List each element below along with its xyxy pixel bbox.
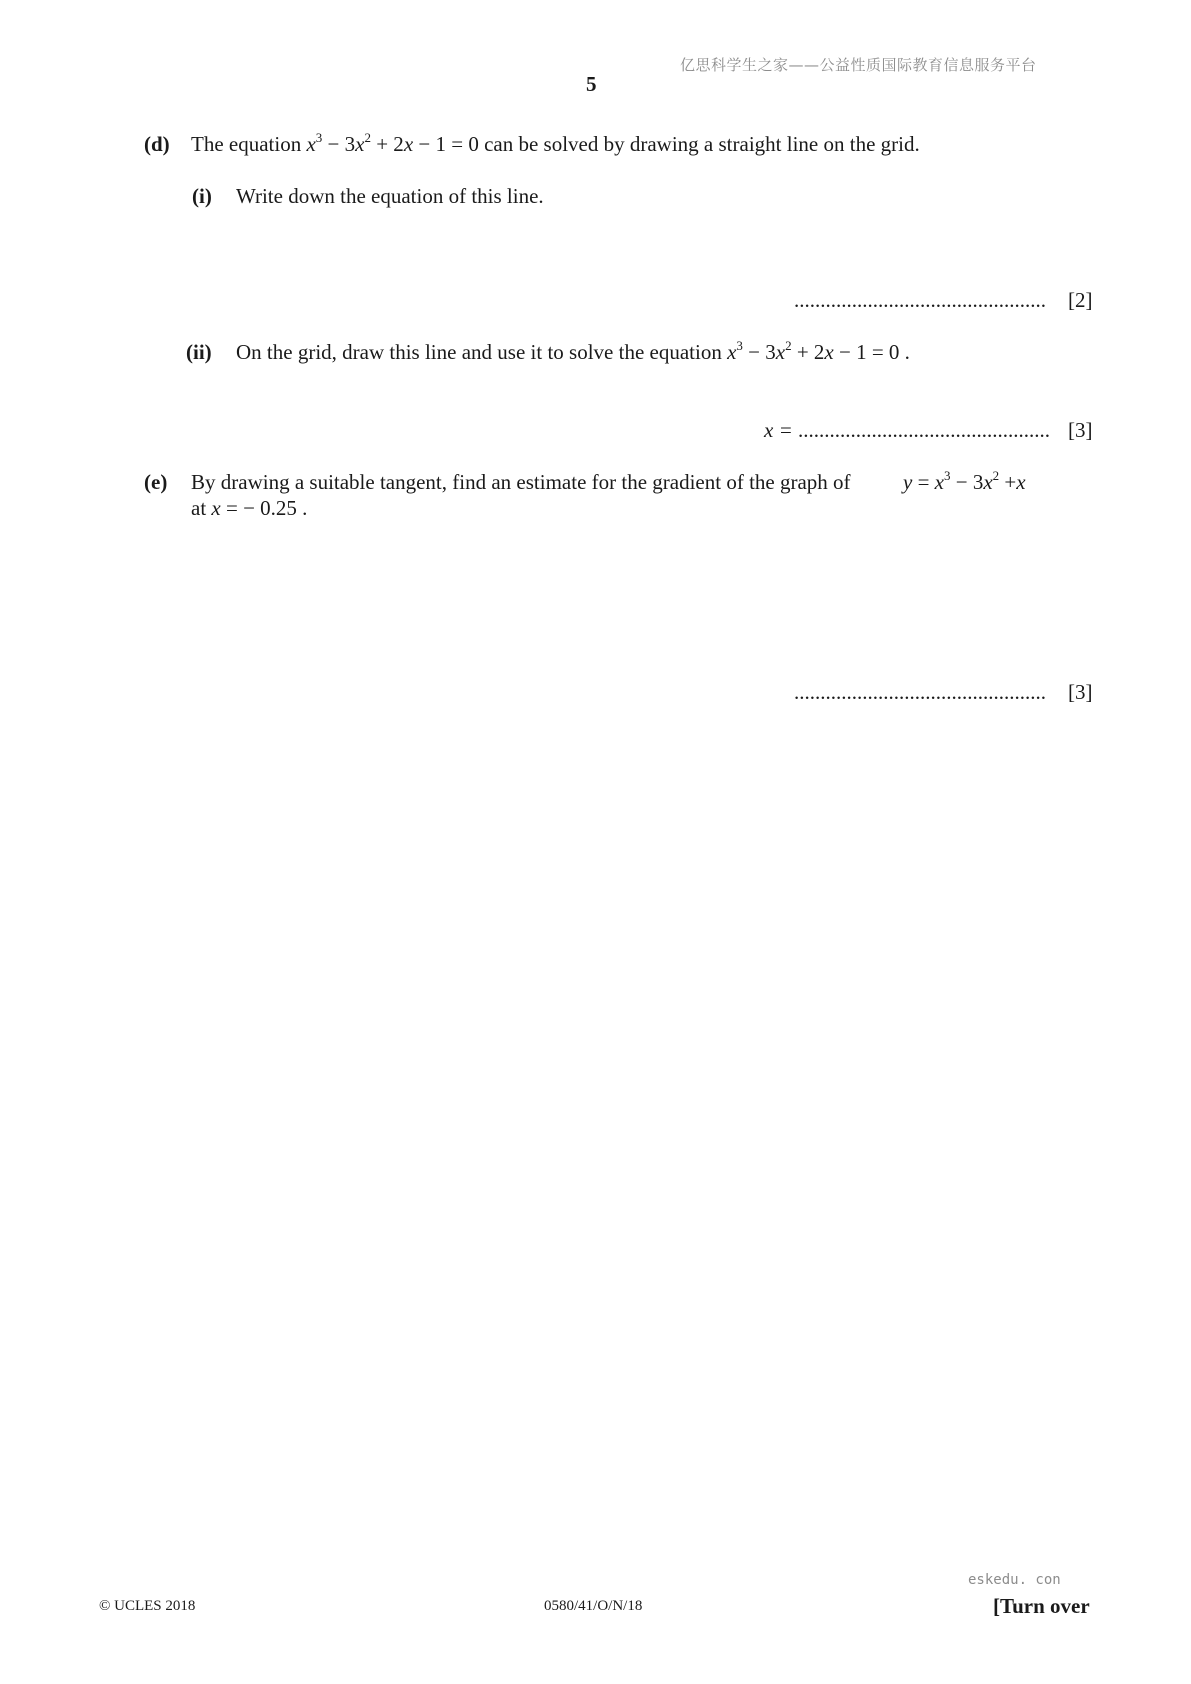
- part-d-i-answer-line[interactable]: [794, 288, 1046, 313]
- part-e-answer-line[interactable]: [794, 680, 1046, 705]
- answer-dots: ................................................: [794, 288, 1046, 312]
- part-e-question-line1: [191, 470, 851, 495]
- answer-dots: ................................................: [794, 680, 1046, 704]
- part-d-ii-label: (ii): [186, 340, 212, 364]
- footer-watermark: eskedu. con: [968, 1572, 1061, 1588]
- part-d-ii-question: [236, 340, 910, 365]
- part-d-i-marks: [2]: [1068, 288, 1093, 312]
- part-d-question: [191, 132, 920, 157]
- footer-paper-code: 0580/41/O/N/18: [544, 1598, 643, 1614]
- answer-dots: ................................................: [798, 418, 1050, 442]
- part-d-ii-answer-line[interactable]: [764, 418, 1050, 443]
- page-number: 5: [586, 72, 597, 96]
- part-d-ii-text: On the grid, draw this line and use it to solve the equation: [236, 340, 722, 364]
- footer-turn-over: [Turn over: [993, 1594, 1090, 1618]
- footer-copyright: © UCLES 2018: [99, 1598, 196, 1614]
- part-d-ii-marks: [3]: [1068, 418, 1093, 442]
- part-d-i-label: (i): [192, 184, 212, 208]
- part-d-label: (d): [144, 132, 170, 156]
- part-e-marks: [3]: [1068, 680, 1093, 704]
- part-e-equation: $y = x^3 - 3x^2 +x$: [903, 468, 1026, 494]
- part-e-question-line2: [191, 496, 307, 521]
- part-d-text-before: The equation: [191, 132, 302, 156]
- part-d-i-text: Write down the equation of this line.: [236, 184, 544, 208]
- part-d-equation: $x^3 - 3x^2 + 2x - 1 = 0$: [306, 130, 479, 156]
- answer-prefix: x =: [764, 418, 793, 442]
- part-e-text-line2-prefix: at: [191, 496, 207, 520]
- part-e-label: (e): [144, 470, 168, 494]
- part-e-text-line1: By drawing a suitable tangent, find an estimate for the gradient of the graph of: [191, 470, 851, 494]
- part-d-ii-equation: $x^3 - 3x^2 + 2x - 1 = 0$ .: [727, 338, 910, 364]
- header-watermark: 亿思科学生之家——公益性质国际教育信息服务平台: [680, 56, 1037, 74]
- part-d-text-after: can be solved by drawing a straight line on the grid.: [484, 132, 920, 156]
- part-e-line2-math: x = − 0.25 .: [211, 496, 308, 520]
